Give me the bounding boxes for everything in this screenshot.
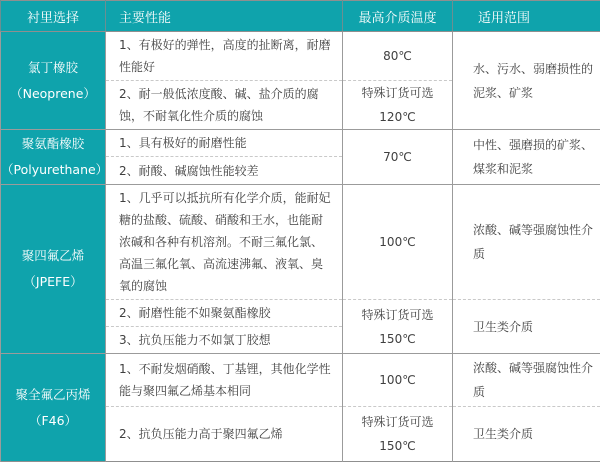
material-name-en: （F46） bbox=[1, 408, 105, 434]
temp-value: 150℃ bbox=[343, 434, 452, 458]
material-cell-polyurethane bbox=[1, 130, 106, 185]
temp-value: 150℃ bbox=[343, 327, 452, 351]
temperature-cell bbox=[343, 300, 453, 354]
performance-cell: 2、抗负压能力高于聚四氟乙烯 bbox=[106, 407, 343, 462]
temp-note: 特殊订货可选 bbox=[343, 303, 452, 327]
material-name-en: （JPEFE） bbox=[1, 269, 105, 295]
material-name-en: （Polyurethane） bbox=[1, 157, 105, 183]
temp-note: 特殊订货可选 bbox=[343, 410, 452, 434]
temp-value: 120℃ bbox=[343, 105, 452, 129]
material-name: 聚四氟乙烯 bbox=[1, 243, 105, 269]
range-cell: 水、污水、弱磨损性的泥浆、矿浆 bbox=[453, 32, 600, 130]
material-name: 聚氨酯橡胶 bbox=[1, 131, 105, 157]
range-cell: 浓酸、碱等强腐蚀性介质 bbox=[453, 185, 600, 300]
temperature-cell: 100℃ bbox=[343, 185, 453, 300]
range-cell: 中性、强磨损的矿浆、煤浆和泥浆 bbox=[453, 130, 600, 185]
header-lining: 衬里选择 bbox=[1, 1, 106, 32]
temperature-cell: 80℃ bbox=[343, 32, 453, 81]
table-row bbox=[1, 354, 600, 407]
range-cell: 卫生类介质 bbox=[453, 407, 600, 462]
performance-cell: 1、有极好的弹性，高度的扯断离，耐磨性能好 bbox=[106, 32, 343, 81]
temperature-cell: 100℃ bbox=[343, 354, 453, 407]
table-row bbox=[1, 32, 600, 81]
header-performance: 主要性能 bbox=[106, 1, 343, 32]
temperature-cell bbox=[343, 407, 453, 462]
material-name: 氯丁橡胶 bbox=[1, 55, 105, 81]
range-cell: 卫生类介质 bbox=[453, 300, 600, 354]
header-applicable: 适用范围 bbox=[453, 1, 600, 32]
performance-cell: 1、几乎可以抵抗所有化学介质，能耐妃糖的盐酸、硫酸、硝酸和王水，也能耐浓碱和各种有机溶剂。不耐三氟化氯、高温三氟化氧、高流速沸氟、液氧、臭氧的腐蚀 bbox=[106, 185, 343, 300]
range-cell: 浓酸、碱等强腐蚀性介质 bbox=[453, 354, 600, 407]
header-max-temp: 最高介质温度 bbox=[343, 1, 453, 32]
material-name-en: （Neoprene） bbox=[1, 81, 105, 107]
material-cell-neoprene bbox=[1, 32, 106, 130]
material-cell-f46 bbox=[1, 354, 106, 462]
temp-note: 特殊订货可选 bbox=[343, 81, 452, 105]
temperature-cell bbox=[343, 81, 453, 130]
performance-cell: 2、耐酸、碱腐蚀性能较差 bbox=[106, 157, 343, 185]
temperature-cell: 70℃ bbox=[343, 130, 453, 185]
table-row bbox=[1, 130, 600, 157]
material-name: 聚全氟乙丙烯 bbox=[1, 382, 105, 408]
table-row bbox=[1, 185, 600, 300]
performance-cell: 1、具有极好的耐磨性能 bbox=[106, 130, 343, 157]
performance-cell: 2、耐一般低浓度酸、碱、盐介质的腐蚀，不耐氧化性介质的腐蚀 bbox=[106, 81, 343, 130]
header-row bbox=[1, 1, 600, 32]
performance-cell: 1、不耐发烟硝酸、丁基锂，其他化学性能与聚四氟乙烯基本相同 bbox=[106, 354, 343, 407]
material-cell-ptfe bbox=[1, 185, 106, 354]
performance-cell: 2、耐磨性能不如聚氨酯橡胶 bbox=[106, 300, 343, 327]
performance-cell: 3、抗负压能力不如氯丁胶想 bbox=[106, 327, 343, 354]
